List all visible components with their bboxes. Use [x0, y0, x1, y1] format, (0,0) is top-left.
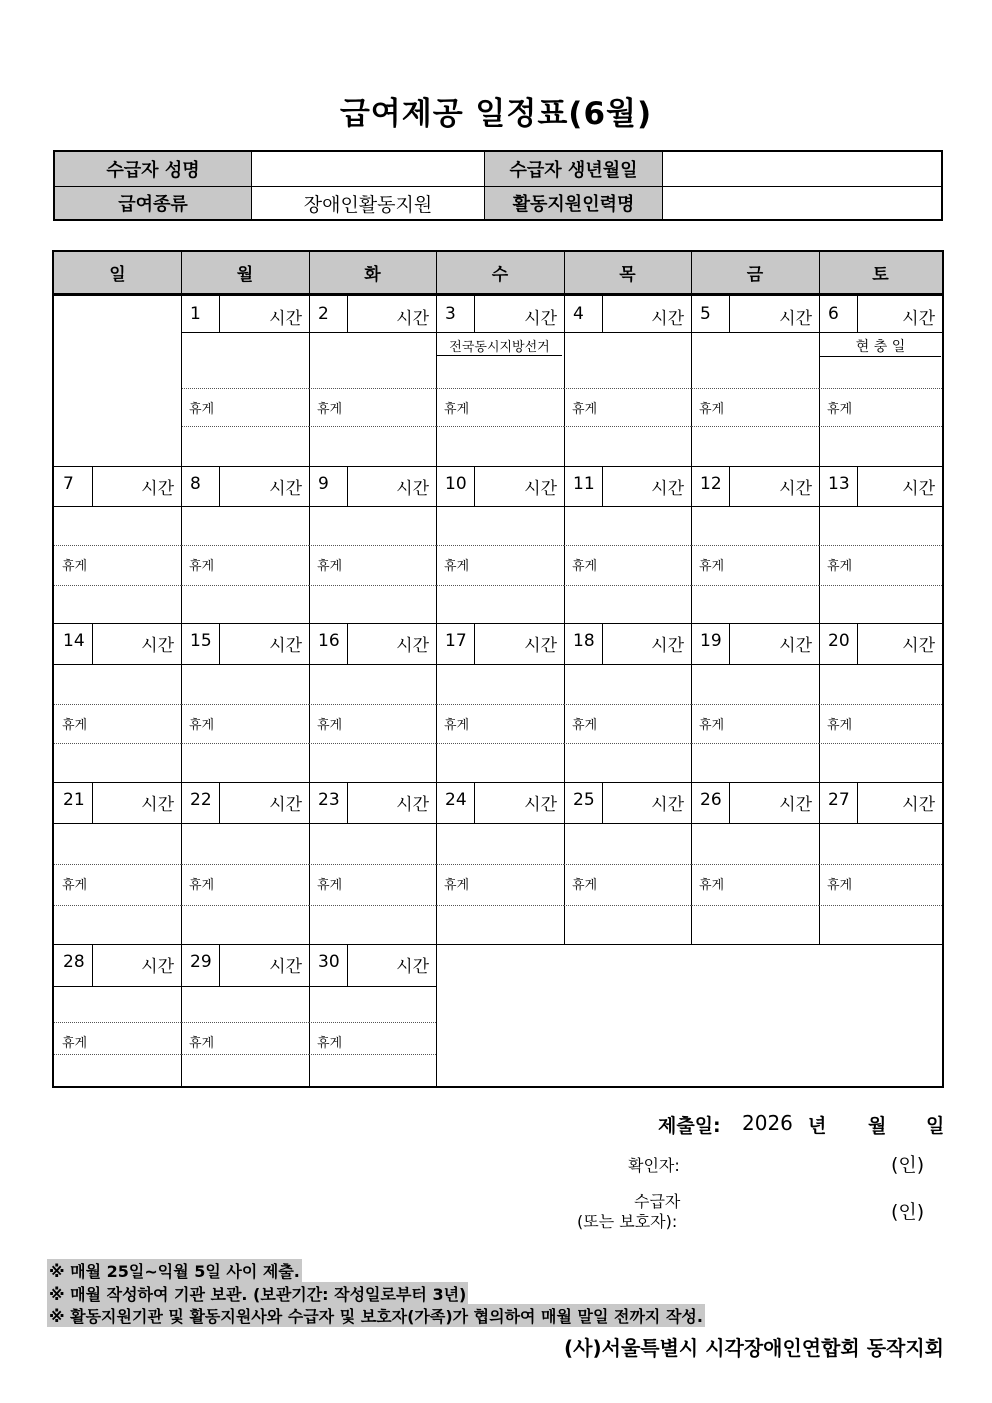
hours-field[interactable]: 시간 — [269, 795, 302, 815]
hours-field[interactable]: 시간 — [779, 309, 812, 329]
hours-field[interactable]: 시간 — [141, 795, 174, 815]
hours-field[interactable]: 시간 — [141, 957, 174, 977]
day-number: 16 — [318, 631, 340, 651]
benefit-type-label: 급여종류 — [55, 187, 251, 219]
hours-field[interactable]: 시간 — [396, 795, 429, 815]
day-number: 28 — [63, 952, 85, 972]
day-number: 24 — [445, 790, 467, 810]
footnote-3: ※ 활동지원기관 및 활동지원사와 수급자 및 보호자(가족)가 협의하여 매월 말일 전까지 작성. — [47, 1304, 705, 1327]
day-number: 20 — [828, 631, 850, 651]
hours-field[interactable]: 시간 — [524, 309, 557, 329]
birth-label: 수급자 생년월일 — [485, 152, 662, 186]
rest-label: 휴게 — [317, 402, 343, 417]
rest-label: 휴게 — [827, 559, 853, 574]
rest-label: 휴게 — [317, 718, 343, 733]
rest-label: 휴게 — [317, 559, 343, 574]
rest-label: 휴게 — [62, 559, 88, 574]
rest-label: 휴게 — [189, 718, 215, 733]
day-number: 26 — [700, 790, 722, 810]
footnote-2: ※ 매월 작성하여 기관 보관. (보관기간: 작성일로부터 3년) — [47, 1282, 468, 1305]
weekday-2: 화 — [364, 265, 381, 285]
hours-field[interactable]: 시간 — [902, 795, 935, 815]
recipient-sign-label: 수급자 — [634, 1192, 681, 1211]
rest-label: 휴게 — [189, 878, 215, 893]
hours-field[interactable]: 시간 — [651, 795, 684, 815]
day-number: 5 — [700, 304, 711, 324]
rest-label: 휴게 — [189, 559, 215, 574]
day-number: 9 — [318, 474, 329, 494]
hours-field[interactable]: 시간 — [902, 636, 935, 656]
weekday-6: 토 — [872, 265, 889, 285]
benefit-type-value: 장애인활동지원 — [303, 193, 433, 216]
page-title: 급여제공 일정표(6월) — [339, 96, 653, 132]
hours-field[interactable]: 시간 — [524, 795, 557, 815]
hours-field[interactable]: 시간 — [269, 479, 302, 499]
hours-field[interactable]: 시간 — [651, 309, 684, 329]
hours-field[interactable]: 시간 — [902, 309, 935, 329]
day-number: 6 — [828, 304, 839, 324]
hours-field[interactable]: 시간 — [396, 309, 429, 329]
rest-label: 휴게 — [444, 402, 470, 417]
footnote-1: ※ 매월 25일~익월 5일 사이 제출. — [47, 1259, 302, 1282]
recipient-name-field[interactable] — [252, 152, 484, 186]
weekday-1: 월 — [236, 265, 254, 285]
holiday-note-election: 전국동시지방선거 — [437, 336, 562, 356]
submission-year: 2026 — [742, 1111, 793, 1135]
weekday-5: 금 — [746, 265, 764, 285]
birth-field[interactable] — [663, 152, 941, 186]
day-number: 30 — [318, 952, 340, 972]
hours-field[interactable]: 시간 — [651, 479, 684, 499]
day-number: 25 — [573, 790, 595, 810]
submission-month-unit: 월 — [868, 1115, 887, 1137]
rest-label: 휴게 — [827, 718, 853, 733]
recipient-seal: (인) — [891, 1201, 925, 1223]
day-number: 23 — [318, 790, 340, 810]
hours-field[interactable]: 시간 — [141, 636, 174, 656]
hours-field[interactable]: 시간 — [269, 636, 302, 656]
day-number: 12 — [700, 474, 722, 494]
rest-label: 휴게 — [62, 1036, 88, 1051]
rest-label: 휴게 — [699, 878, 725, 893]
rest-label: 휴게 — [699, 559, 725, 574]
rest-label: 휴게 — [62, 878, 88, 893]
schedule-calendar — [52, 250, 944, 1088]
day-number: 4 — [573, 304, 584, 324]
day-number: 1 — [190, 304, 201, 324]
hours-field[interactable]: 시간 — [269, 309, 302, 329]
rest-label: 휴게 — [189, 1036, 215, 1051]
weekday-3: 수 — [491, 265, 509, 285]
day-number: 8 — [190, 474, 201, 494]
rest-label: 휴게 — [444, 878, 470, 893]
hours-field[interactable]: 시간 — [779, 795, 812, 815]
recipient-name-label: 수급자 성명 — [55, 152, 251, 186]
hours-field[interactable]: 시간 — [651, 636, 684, 656]
info-table — [53, 150, 943, 221]
confirmer-seal: (인) — [891, 1154, 925, 1176]
hours-field[interactable]: 시간 — [779, 479, 812, 499]
day-number: 10 — [445, 474, 467, 494]
day-number: 17 — [445, 631, 467, 651]
day-number: 11 — [573, 474, 595, 494]
holiday-note-memorial: 현 충 일 — [820, 336, 941, 357]
day-number: 27 — [828, 790, 850, 810]
day-number: 15 — [190, 631, 212, 651]
hours-field[interactable]: 시간 — [779, 636, 812, 656]
hours-field[interactable]: 시간 — [396, 479, 429, 499]
rest-label: 휴게 — [444, 718, 470, 733]
confirmer-label: 확인자: — [628, 1156, 680, 1175]
rest-label: 휴게 — [62, 718, 88, 733]
day-number: 21 — [63, 790, 85, 810]
rest-label: 휴게 — [572, 559, 598, 574]
recipient-sign-label-guardian: (또는 보호자): — [577, 1212, 678, 1231]
rest-label: 휴게 — [317, 878, 343, 893]
worker-field[interactable] — [663, 187, 941, 219]
day-number: 7 — [63, 474, 74, 494]
day-number: 3 — [445, 304, 456, 324]
day-number: 2 — [318, 304, 329, 324]
submission-label: 제출일: — [658, 1115, 721, 1137]
rest-label: 휴게 — [572, 718, 598, 733]
submission-day-unit: 일 — [926, 1115, 945, 1137]
day-number: 22 — [190, 790, 212, 810]
hours-field[interactable]: 시간 — [396, 957, 429, 977]
submission-year-unit: 년 — [808, 1115, 827, 1137]
organization-name: (사)서울특별시 시각장애인연합회 동작지회 — [564, 1336, 944, 1360]
hours-field[interactable]: 시간 — [902, 479, 935, 499]
hours-field[interactable]: 시간 — [396, 636, 429, 656]
rest-label: 휴게 — [444, 559, 470, 574]
day-number: 14 — [63, 631, 85, 651]
worker-label: 활동지원인력명 — [485, 187, 662, 219]
rest-label: 휴게 — [699, 718, 725, 733]
hours-field[interactable]: 시간 — [524, 479, 557, 499]
hours-field[interactable]: 시간 — [269, 957, 302, 977]
rest-label: 휴게 — [572, 878, 598, 893]
rest-label: 휴게 — [827, 878, 853, 893]
weekday-4: 목 — [619, 265, 636, 285]
hours-field[interactable]: 시간 — [141, 479, 174, 499]
day-number: 13 — [828, 474, 850, 494]
rest-label: 휴게 — [827, 402, 853, 417]
hours-field[interactable]: 시간 — [524, 636, 557, 656]
rest-label: 휴게 — [189, 402, 215, 417]
day-number: 19 — [700, 631, 722, 651]
day-number: 18 — [573, 631, 595, 651]
weekday-0: 일 — [109, 265, 126, 285]
rest-label: 휴게 — [699, 402, 725, 417]
rest-label: 휴게 — [572, 402, 598, 417]
day-number: 29 — [190, 952, 212, 972]
rest-label: 휴게 — [317, 1036, 343, 1051]
